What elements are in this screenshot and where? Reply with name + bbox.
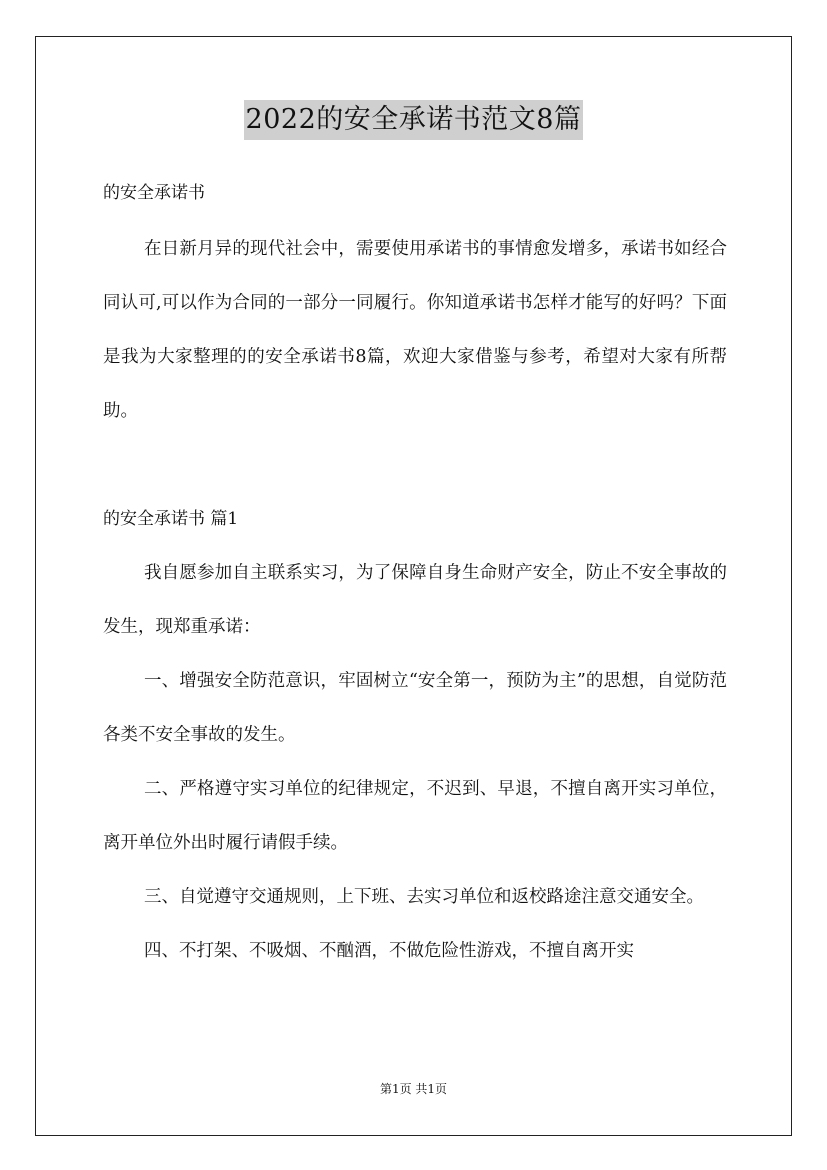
section-body <box>103 546 727 978</box>
title-container <box>0 100 827 140</box>
page-footer <box>0 1080 827 1097</box>
paragraph-pledge-intro: 我自愿参加自主联系实习，为了保障自身生命财产安全，防止不安全事故的发生，现郑重承诺： <box>103 563 727 637</box>
page-number: 第1页 共1页 <box>379 1082 448 1096</box>
intro-paragraph: 在日新月异的现代社会中，需要使用承诺书的事情愈发增多，承诺书如经合同认可,可以作为合同的一部分一同履行。你知道承诺书怎样才能写的好吗？下面是我为大家整理的的安全承诺书8篇，欢迎大家借鉴与参考，希望对大家有所帮助。 <box>103 239 727 421</box>
section-heading: 的安全承诺书 篇1 <box>103 509 239 529</box>
document-title: 2022的安全承诺书范文8篇 <box>244 100 584 140</box>
paragraph-item-1: 一、增强安全防范意识，牢固树立“安全第一，预防为主”的思想，自觉防范各类不安全事故的发生。 <box>103 671 727 745</box>
intro-block <box>103 222 727 438</box>
intro-heading: 的安全承诺书 <box>103 183 205 203</box>
paragraph-item-4: 四、不打架、不吸烟、不酗酒，不做危险性游戏，不擅自离开实 <box>144 941 634 961</box>
paragraph-item-3: 三、自觉遵守交通规则，上下班、去实习单位和返校路途注意交通安全。 <box>144 887 704 907</box>
paragraph-item-2: 二、严格遵守实习单位的纪律规定，不迟到、早退，不擅自离开实习单位，离开单位外出时履行请假手续。 <box>103 779 727 853</box>
